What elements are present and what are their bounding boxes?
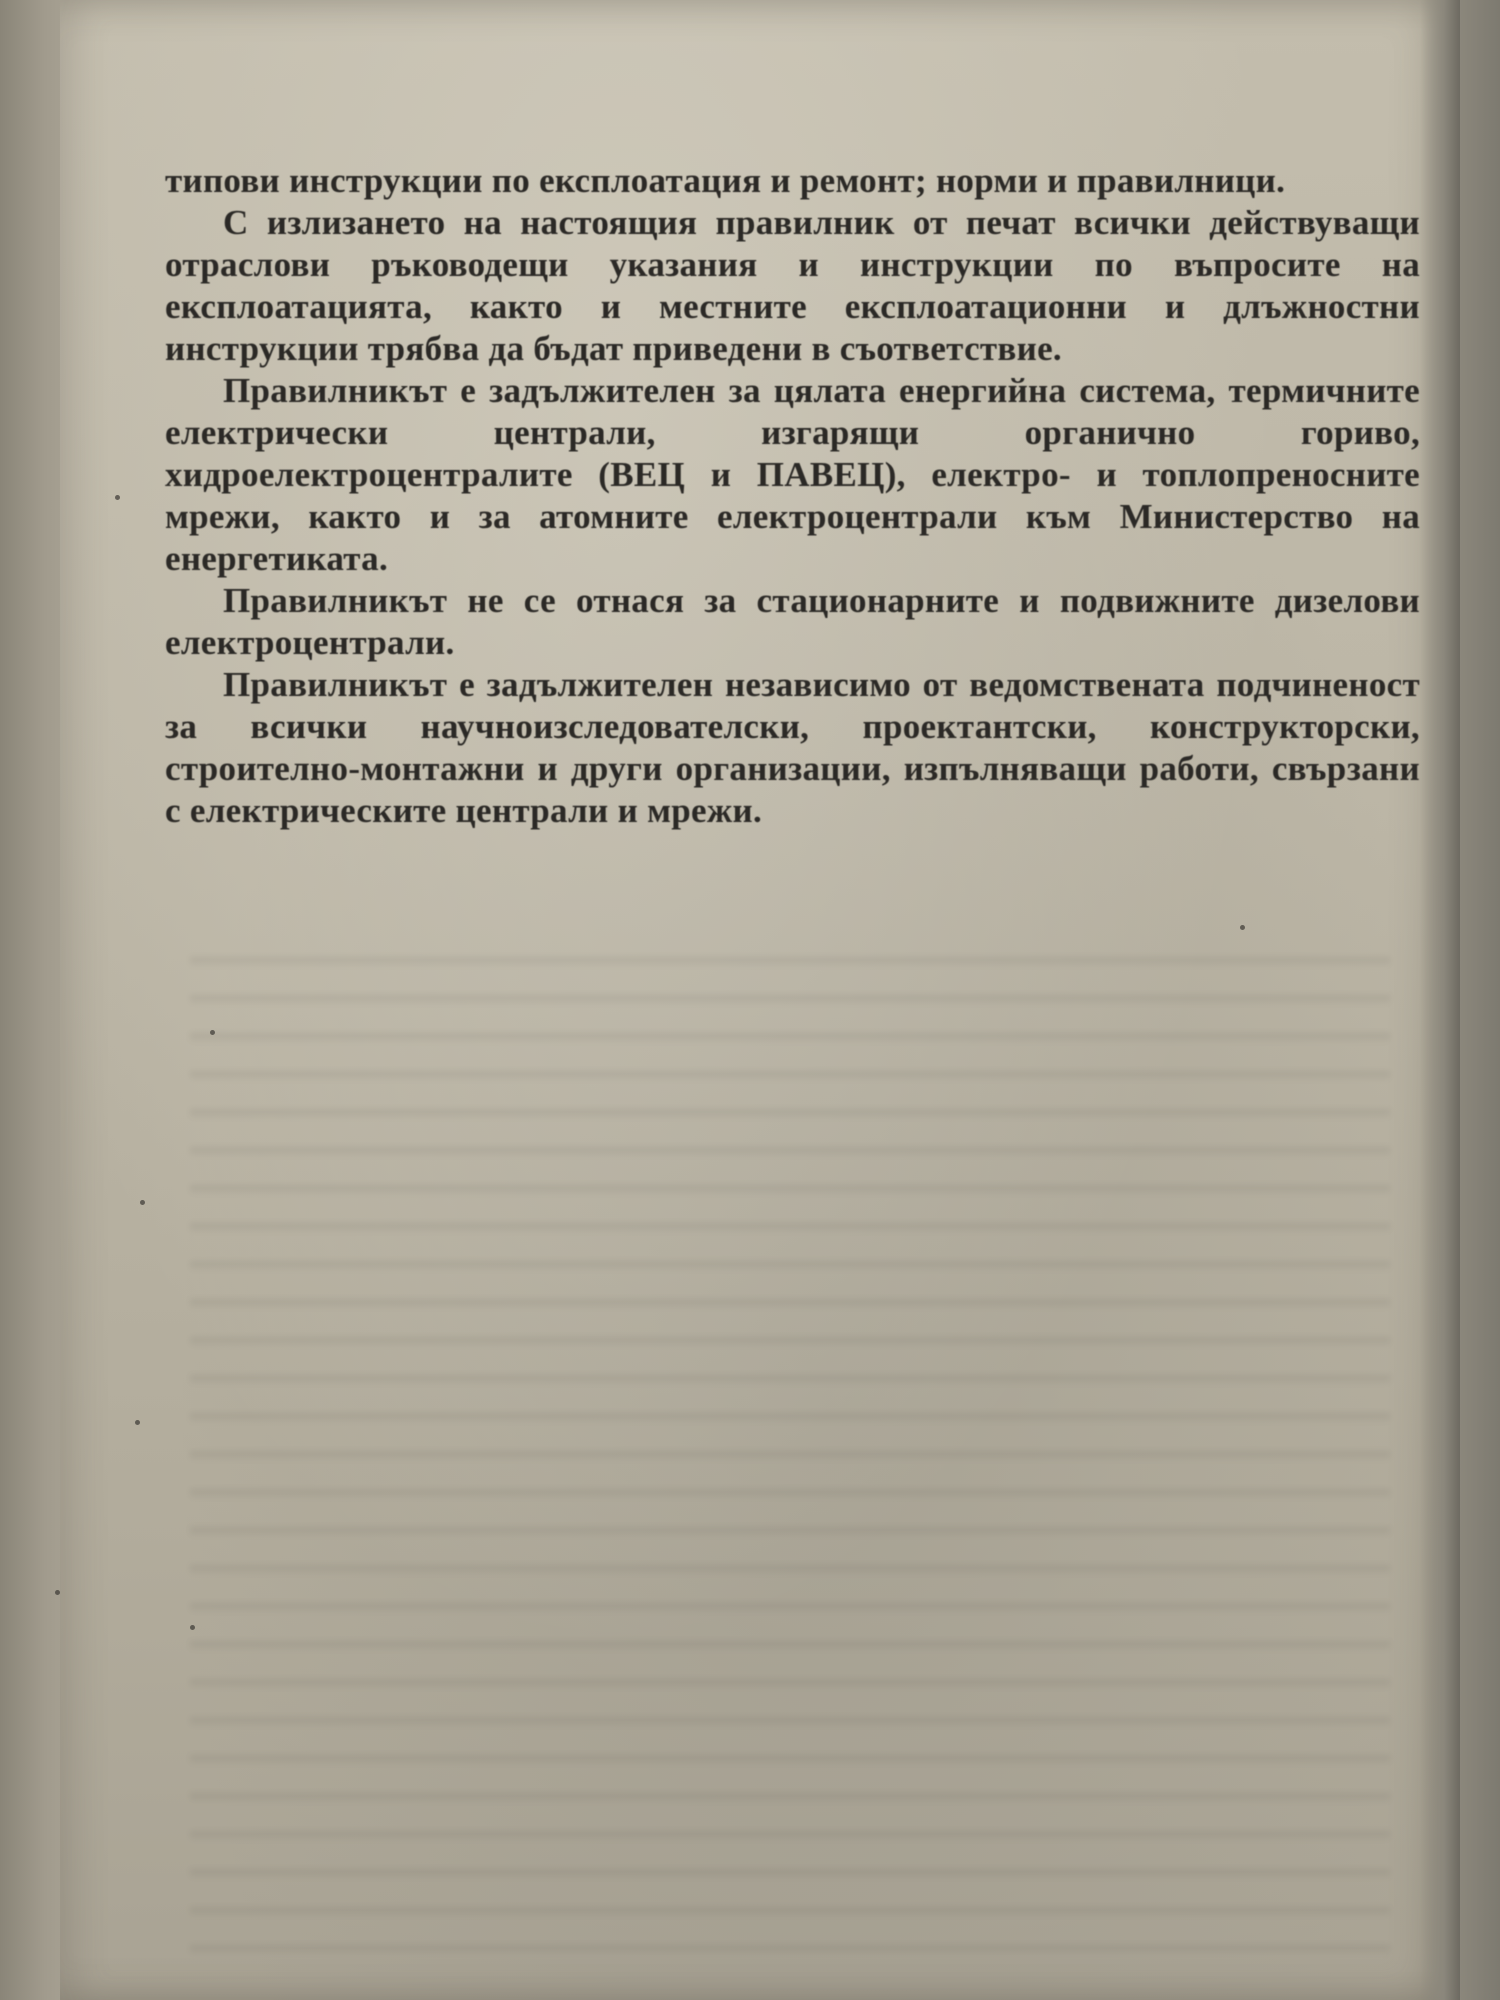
paragraph-continuation: типови инструкции по експлоатация и ремонт; норми и правилници.: [165, 161, 1286, 200]
ink-speck: [135, 1420, 140, 1425]
ink-speck: [190, 1625, 195, 1630]
book-page: [60, 0, 1460, 2000]
ink-speck: [210, 1030, 215, 1035]
paragraph-exclusion: Правилникът не се отнася за стационарните и подвижните дизелови електроцентрали.: [165, 581, 1420, 662]
ink-speck: [140, 1200, 145, 1205]
page-text: [165, 160, 1420, 832]
ink-speck: [55, 1590, 60, 1595]
paragraph-scope: Правилникът е задължителен за цялата енергийна система, термичните електрически централи, изгарящи органично гориво, хидроелектроцентралите (ВЕЦ и ПАВЕЦ), електро- и топлопреносните мрежи, както и за атомните електроцентрали към Министерство на енергетиката.: [165, 371, 1420, 578]
ink-speck: [115, 495, 120, 500]
paragraph-obligation: Правилникът е задължителен независимо от ведомствената подчиненост за всички научноизследователски, проектантски, конструкторски, строително-монтажни и други организации, изпълняващи работи, свързани с електрическите централи и мрежи.: [165, 665, 1420, 830]
bleed-through-text: [190, 930, 1390, 1980]
ink-speck: [1240, 925, 1245, 930]
page-edge-shadow: [1420, 0, 1460, 2000]
paragraph-compliance: С излизането на настоящия правилник от печат всички действуващи отраслови ръководещи указания и инструкции по въпросите на експлоатацията, както и местните експлоатационни и длъжностни инструкции трябва да бъдат приведени в съответствие.: [165, 203, 1420, 368]
